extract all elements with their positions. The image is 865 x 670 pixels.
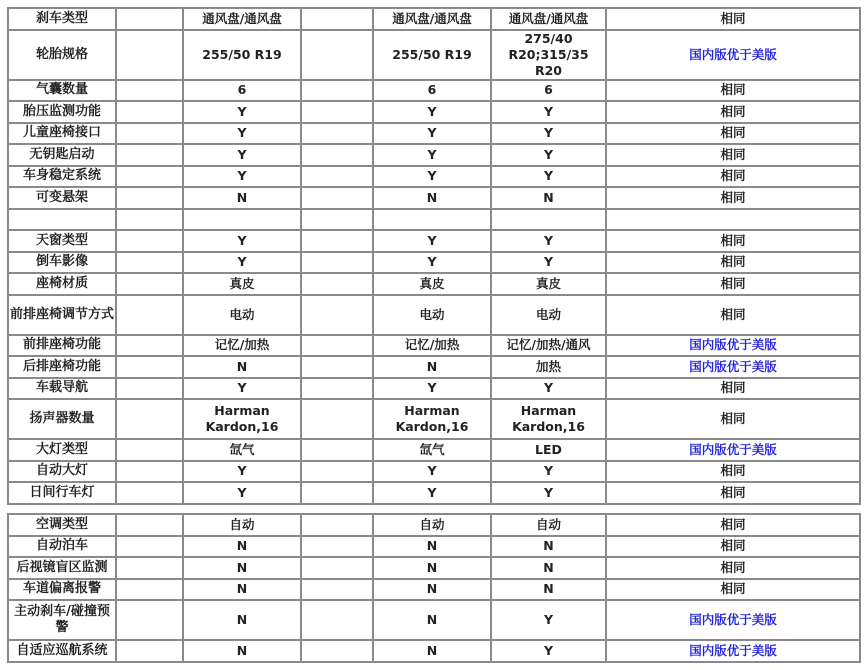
value-cell-2: 255/50 R19 <box>373 30 491 80</box>
row-label: 自动泊车 <box>8 536 116 558</box>
row-label: 主动刹车/碰撞预警 <box>8 600 116 640</box>
comparison-result: 相同 <box>606 252 860 274</box>
comparison-result: 相同 <box>606 536 860 558</box>
comparison-result: 国内版优于美版 <box>606 30 860 80</box>
table-row <box>8 640 860 662</box>
value-cell-1: Y <box>183 482 301 504</box>
value-cell-2: 氙气 <box>373 439 491 461</box>
value-cell-3: 真皮 <box>491 273 606 295</box>
row-label: 可变悬架 <box>8 187 116 209</box>
table-row <box>8 439 860 461</box>
empty-cell <box>116 640 183 662</box>
value-cell-3: Y <box>491 144 606 166</box>
spec-comparison-table-2 <box>7 513 861 663</box>
empty-cell <box>301 295 373 335</box>
value-cell-3: N <box>491 187 606 209</box>
table-row <box>8 356 860 378</box>
table-row <box>8 461 860 483</box>
comparison-result: 国内版优于美版 <box>606 335 860 357</box>
empty-cell <box>116 252 183 274</box>
empty-cell <box>116 536 183 558</box>
value-cell-3: 电动 <box>491 295 606 335</box>
empty-cell <box>301 80 373 102</box>
value-cell-2: 电动 <box>373 295 491 335</box>
table-row <box>8 536 860 558</box>
value-cell-3: Y <box>491 461 606 483</box>
value-cell-3: 记忆/加热/通风 <box>491 335 606 357</box>
value-cell-2: 自动 <box>373 514 491 536</box>
table-row <box>8 8 860 30</box>
row-label: 空调类型 <box>8 514 116 536</box>
empty-cell <box>301 252 373 274</box>
empty-cell <box>301 514 373 536</box>
value-cell-1: 真皮 <box>183 273 301 295</box>
empty-cell <box>116 557 183 579</box>
empty-cell <box>116 579 183 601</box>
empty-cell <box>116 123 183 145</box>
value-cell-1: N <box>183 187 301 209</box>
table-row <box>8 378 860 400</box>
comparison-result: 相同 <box>606 187 860 209</box>
empty-cell <box>116 187 183 209</box>
empty-cell <box>301 123 373 145</box>
table-row <box>8 80 860 102</box>
empty-cell <box>116 356 183 378</box>
value-cell-2: Y <box>373 461 491 483</box>
table-row <box>8 482 860 504</box>
value-cell-2: Y <box>373 252 491 274</box>
value-cell-2: 记忆/加热 <box>373 335 491 357</box>
row-label: 天窗类型 <box>8 230 116 252</box>
comparison-result: 国内版优于美版 <box>606 600 860 640</box>
row-label: 座椅材质 <box>8 273 116 295</box>
empty-cell <box>116 30 183 80</box>
row-label: 车身稳定系统 <box>8 166 116 188</box>
empty-cell <box>116 514 183 536</box>
row-label: 轮胎规格 <box>8 30 116 80</box>
empty-cell <box>301 101 373 123</box>
row-label: 车载导航 <box>8 378 116 400</box>
comparison-result: 相同 <box>606 514 860 536</box>
empty-cell <box>116 80 183 102</box>
value-cell-1: N <box>183 579 301 601</box>
value-cell-3: LED <box>491 439 606 461</box>
empty-cell <box>116 230 183 252</box>
empty-cell <box>301 399 373 439</box>
row-label: 无钥匙启动 <box>8 144 116 166</box>
comparison-result: 国内版优于美版 <box>606 439 860 461</box>
empty-cell <box>301 482 373 504</box>
value-cell-3: Y <box>491 230 606 252</box>
row-label: 儿童座椅接口 <box>8 123 116 145</box>
empty-cell <box>116 461 183 483</box>
table-row <box>8 600 860 640</box>
spec-comparison-table-1 <box>7 7 861 505</box>
comparison-result: 相同 <box>606 80 860 102</box>
value-cell-3 <box>491 209 606 231</box>
empty-cell <box>301 579 373 601</box>
empty-cell <box>301 209 373 231</box>
empty-cell <box>116 482 183 504</box>
value-cell-3: 自动 <box>491 514 606 536</box>
row-label: 气囊数量 <box>8 80 116 102</box>
value-cell-2: Y <box>373 482 491 504</box>
comparison-result <box>606 209 860 231</box>
value-cell-2: Y <box>373 101 491 123</box>
value-cell-1: 通风盘/通风盘 <box>183 8 301 30</box>
comparison-result: 相同 <box>606 123 860 145</box>
value-cell-2: Y <box>373 144 491 166</box>
empty-cell <box>116 209 183 231</box>
row-label: 后排座椅功能 <box>8 356 116 378</box>
table-row <box>8 579 860 601</box>
value-cell-3: 275/40 R20;315/35 R20 <box>491 30 606 80</box>
table-row <box>8 252 860 274</box>
table-row <box>8 295 860 335</box>
value-cell-1: Y <box>183 101 301 123</box>
value-cell-3: Y <box>491 166 606 188</box>
comparison-result: 相同 <box>606 166 860 188</box>
value-cell-2: N <box>373 579 491 601</box>
table-row <box>8 273 860 295</box>
value-cell-3: Y <box>491 101 606 123</box>
table-row <box>8 166 860 188</box>
value-cell-2: Harman Kardon,16 <box>373 399 491 439</box>
empty-cell <box>116 295 183 335</box>
table-row <box>8 209 860 231</box>
comparison-result: 相同 <box>606 461 860 483</box>
value-cell-3: 加热 <box>491 356 606 378</box>
value-cell-1: Y <box>183 461 301 483</box>
value-cell-2: 通风盘/通风盘 <box>373 8 491 30</box>
comparison-result: 相同 <box>606 579 860 601</box>
empty-cell <box>301 378 373 400</box>
value-cell-1: Y <box>183 252 301 274</box>
value-cell-2 <box>373 209 491 231</box>
comparison-result: 相同 <box>606 273 860 295</box>
empty-cell <box>301 356 373 378</box>
empty-cell <box>116 273 183 295</box>
value-cell-3: N <box>491 557 606 579</box>
comparison-result: 相同 <box>606 101 860 123</box>
row-label: 扬声器数量 <box>8 399 116 439</box>
value-cell-1: 记忆/加热 <box>183 335 301 357</box>
row-label: 后视镜盲区监测 <box>8 557 116 579</box>
value-cell-3: Y <box>491 378 606 400</box>
empty-cell <box>116 439 183 461</box>
empty-cell <box>301 536 373 558</box>
value-cell-2: 真皮 <box>373 273 491 295</box>
row-label <box>8 209 116 231</box>
value-cell-3: Harman Kardon,16 <box>491 399 606 439</box>
value-cell-2: N <box>373 600 491 640</box>
value-cell-3: Y <box>491 600 606 640</box>
value-cell-1 <box>183 209 301 231</box>
row-label: 刹车类型 <box>8 8 116 30</box>
value-cell-1: Harman Kardon,16 <box>183 399 301 439</box>
value-cell-3: Y <box>491 252 606 274</box>
value-cell-2: N <box>373 557 491 579</box>
table-row <box>8 557 860 579</box>
comparison-result: 相同 <box>606 8 860 30</box>
row-label: 车道偏离报警 <box>8 579 116 601</box>
empty-cell <box>301 8 373 30</box>
value-cell-3: N <box>491 536 606 558</box>
comparison-result: 相同 <box>606 399 860 439</box>
value-cell-2: Y <box>373 378 491 400</box>
table-row <box>8 187 860 209</box>
comparison-result: 相同 <box>606 557 860 579</box>
comparison-result: 相同 <box>606 144 860 166</box>
table-row <box>8 230 860 252</box>
value-cell-3: Y <box>491 123 606 145</box>
value-cell-2: 6 <box>373 80 491 102</box>
empty-cell <box>116 378 183 400</box>
empty-cell <box>116 335 183 357</box>
empty-cell <box>301 144 373 166</box>
empty-cell <box>116 144 183 166</box>
value-cell-1: N <box>183 600 301 640</box>
table-row <box>8 123 860 145</box>
comparison-result: 相同 <box>606 378 860 400</box>
comparison-result: 相同 <box>606 230 860 252</box>
comparison-result: 相同 <box>606 482 860 504</box>
value-cell-1: N <box>183 557 301 579</box>
value-cell-1: 氙气 <box>183 439 301 461</box>
empty-cell <box>301 640 373 662</box>
value-cell-3: Y <box>491 482 606 504</box>
empty-cell <box>116 166 183 188</box>
value-cell-3: Y <box>491 640 606 662</box>
row-label: 日间行车灯 <box>8 482 116 504</box>
value-cell-1: Y <box>183 166 301 188</box>
row-label: 倒车影像 <box>8 252 116 274</box>
value-cell-3: N <box>491 579 606 601</box>
table-row <box>8 30 860 80</box>
value-cell-1: N <box>183 536 301 558</box>
row-label: 胎压监测功能 <box>8 101 116 123</box>
empty-cell <box>116 399 183 439</box>
value-cell-1: Y <box>183 378 301 400</box>
comparison-result: 国内版优于美版 <box>606 640 860 662</box>
empty-cell <box>301 335 373 357</box>
value-cell-1: Y <box>183 230 301 252</box>
empty-cell <box>301 439 373 461</box>
value-cell-3: 通风盘/通风盘 <box>491 8 606 30</box>
row-label: 自适应巡航系统 <box>8 640 116 662</box>
empty-cell <box>301 187 373 209</box>
value-cell-1: 自动 <box>183 514 301 536</box>
value-cell-1: N <box>183 356 301 378</box>
value-cell-2: N <box>373 536 491 558</box>
value-cell-2: Y <box>373 123 491 145</box>
empty-cell <box>116 600 183 640</box>
value-cell-1: N <box>183 640 301 662</box>
value-cell-2: N <box>373 640 491 662</box>
empty-cell <box>301 166 373 188</box>
value-cell-1: 255/50 R19 <box>183 30 301 80</box>
empty-cell <box>301 273 373 295</box>
value-cell-3: 6 <box>491 80 606 102</box>
value-cell-2: N <box>373 187 491 209</box>
table-row <box>8 335 860 357</box>
empty-cell <box>301 461 373 483</box>
empty-cell <box>301 230 373 252</box>
comparison-result: 相同 <box>606 295 860 335</box>
value-cell-1: Y <box>183 144 301 166</box>
empty-cell <box>301 30 373 80</box>
empty-cell <box>116 101 183 123</box>
table-row <box>8 101 860 123</box>
empty-cell <box>301 557 373 579</box>
value-cell-2: N <box>373 356 491 378</box>
value-cell-2: Y <box>373 166 491 188</box>
value-cell-1: 电动 <box>183 295 301 335</box>
row-label: 前排座椅调节方式 <box>8 295 116 335</box>
row-label: 大灯类型 <box>8 439 116 461</box>
value-cell-2: Y <box>373 230 491 252</box>
value-cell-1: Y <box>183 123 301 145</box>
empty-cell <box>301 600 373 640</box>
row-label: 前排座椅功能 <box>8 335 116 357</box>
comparison-result: 国内版优于美版 <box>606 356 860 378</box>
empty-cell <box>116 8 183 30</box>
row-label: 自动大灯 <box>8 461 116 483</box>
value-cell-1: 6 <box>183 80 301 102</box>
table-row <box>8 144 860 166</box>
table-row <box>8 399 860 439</box>
table-row <box>8 514 860 536</box>
